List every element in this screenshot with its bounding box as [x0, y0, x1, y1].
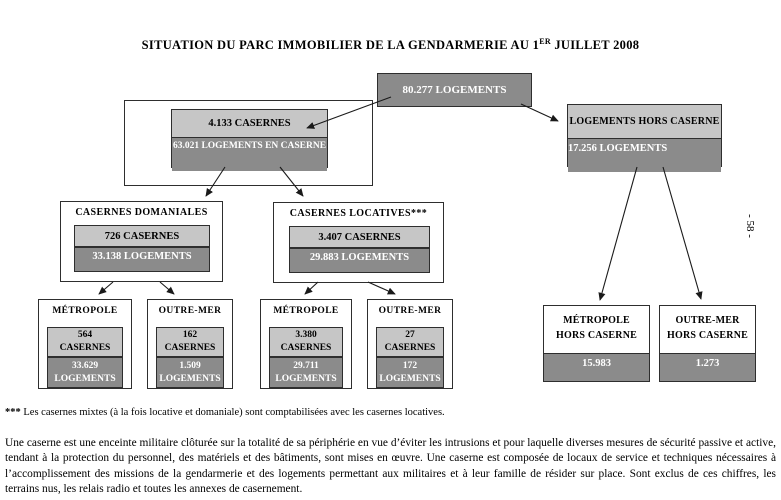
page-title [0, 37, 781, 53]
node-domaniales-outremer [147, 299, 233, 389]
footnote-text: Les casernes mixtes (à la fois locative et domaniale) sont comptabilisées avec les casernes locatives. [20, 407, 445, 418]
log-label: LOGEMENTS [159, 373, 221, 384]
locatives-logements-count: 29.883 LOGEMENTS [289, 248, 430, 273]
footnote-stars: *** [5, 407, 21, 418]
log-value: 1.509 [179, 360, 201, 371]
node-casernes-locatives [273, 202, 444, 283]
metropole-hors-caserne-title [544, 313, 649, 343]
arrow-hors-to-outremer [663, 167, 701, 299]
domaniales-outremer-casernes [156, 327, 224, 357]
page-number-text: - 58 - [743, 214, 756, 238]
locatives-outremer-casernes [376, 327, 444, 357]
node-logements-en-caserne: 63.021 LOGEMENTS EN CASERNE [172, 138, 327, 171]
title-line1: MÉTROPOLE [563, 315, 630, 326]
node-hors-caserne-title: LOGEMENTS HORS CASERNE [568, 105, 721, 139]
outremer-hors-caserne-title [660, 313, 755, 343]
domaniales-metropole-title: MÉTROPOLE [52, 306, 118, 316]
node-casernes-count: 4.133 CASERNES [172, 110, 327, 138]
metropole-hors-caserne-value: 15.983 [544, 353, 649, 381]
log-value: 33.629 [71, 360, 99, 371]
node-metropole-hors-caserne [543, 305, 650, 382]
domaniales-outremer-title: OUTRE-MER [158, 306, 222, 316]
log-label: LOGEMENTS [379, 373, 441, 384]
count-label: CASERNES [384, 343, 436, 353]
count-label: CASERNES [280, 343, 332, 353]
count-value: 27 [405, 330, 415, 341]
node-locatives-outremer [367, 299, 453, 389]
node-casernes-domaniales [60, 201, 223, 282]
page-title-superscript: ER [539, 37, 551, 46]
domaniales-metropole-casernes [47, 327, 123, 357]
node-hors-caserne-count: 17.256 LOGEMENTS [568, 139, 721, 172]
log-label: LOGEMENTS [275, 373, 337, 384]
count-label: CASERNES [164, 343, 216, 353]
log-value: 29.711 [293, 360, 319, 371]
node-domaniales-metropole [38, 299, 132, 389]
domaniales-casernes-count: 726 CASERNES [74, 225, 210, 247]
arrow-dom-to-outremer [160, 282, 174, 294]
locatives-outremer-title: OUTRE-MER [378, 306, 442, 316]
page-number [728, 202, 772, 250]
arrow-loc-to-metropole [305, 282, 318, 294]
count-value: 3.380 [295, 330, 317, 341]
arrow-hors-to-metropole [600, 167, 637, 300]
outremer-hors-caserne-value: 1.273 [660, 353, 755, 381]
locatives-casernes-count: 3.407 CASERNES [289, 226, 430, 248]
locatives-metropole-casernes [269, 327, 343, 357]
log-label: LOGEMENTS [54, 373, 116, 384]
domaniales-logements-count: 33.138 LOGEMENTS [74, 247, 210, 272]
definition-paragraph: Une caserne est une enceinte militaire clôturée sur la totalité de sa périphérie en vue d’éviter les intrusions et pour laquelle diverses mesures de sécurité passive et active, tendant à la protection du personnel, des matériels et des bâtiments, sont mises en œuvre. Une caserne est composée de locaux de service et techniques nécessaires à l’accomplissement des missions de la gendarmerie et des logements permettant aux militaires et à leur famille de résider sur place. Sont exclus de ces chiffres, les terrains nus, les relais radio et toutes les annexes de casernement. [5, 437, 776, 496]
count-value: 162 [182, 330, 198, 341]
count-value: 564 [77, 330, 93, 341]
locatives-metropole-logements [269, 357, 343, 388]
footnote [5, 407, 445, 418]
casernes-domaniales-title: CASERNES DOMANIALES [75, 207, 208, 218]
title-line2: HORS CASERNE [666, 330, 749, 341]
casernes-locatives-title: CASERNES LOCATIVES*** [289, 208, 428, 219]
arrow-loc-to-outremer [368, 282, 395, 294]
domaniales-metropole-logements [47, 357, 123, 388]
log-value: 172 [402, 360, 418, 371]
page-title-suffix: JUILLET 2008 [550, 38, 640, 53]
arrow-dom-to-metropole [99, 282, 113, 294]
locatives-outremer-logements [376, 357, 444, 388]
node-locatives-metropole [260, 299, 352, 389]
title-line1: OUTRE-MER [675, 315, 740, 326]
node-casernes [171, 109, 328, 168]
node-logements-hors-caserne [567, 104, 722, 167]
domaniales-outremer-logements [156, 357, 224, 388]
count-label: CASERNES [59, 343, 111, 353]
node-outremer-hors-caserne [659, 305, 756, 382]
node-total-logements: 80.277 LOGEMENTS [377, 73, 532, 107]
title-line2: HORS CASERNE [555, 330, 638, 341]
page-title-text: SITUATION DU PARC IMMOBILIER DE LA GENDARMERIE AU 1 [141, 38, 540, 53]
locatives-metropole-title: MÉTROPOLE [273, 306, 339, 316]
